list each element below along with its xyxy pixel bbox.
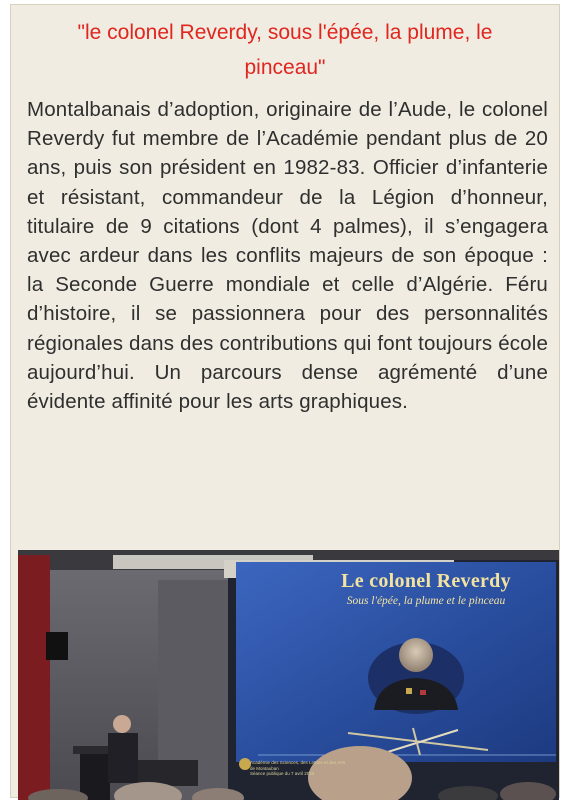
article-title <box>29 15 541 85</box>
portrait-medal <box>420 690 426 695</box>
loudspeaker <box>46 632 68 660</box>
slide-footer-line-3: Séance publique du 7 avril 2023 <box>250 771 315 776</box>
portrait-medal <box>406 688 412 694</box>
article-card <box>11 5 559 797</box>
article-paragraph: Montalbanais d’adoption, originaire de l’Aude, le colonel Reverdy fut membre de l’Académie pendant plus de 20 ans, puis son président en 1982-83. Officier d’infanterie et résistant, commandeur de la Légion d’honneur, titulaire de 9 citations (dont 4 palmes), il s’engagera avec ardeur dans les conflits majeurs de son époque : la Seconde Guerre mondiale et celle d’Algérie. Féru d’histoire, il se passionnera pour des personnalités régionales dans des contributions qui font toujours école aujourd’hui. Un parcours dense agrémenté d’une évidente affinité pour les arts graphiques. <box>27 98 548 414</box>
slide-footer <box>250 760 370 777</box>
slide-subtitle: Sous l'épée, la plume et le pinceau <box>346 595 506 607</box>
lectern <box>80 750 110 800</box>
slide-title: Le colonel Reverdy <box>341 570 511 592</box>
portrait-head <box>399 638 433 672</box>
slide-footer-line-1: Académie des Sciences, des Lettres et des Arts <box>250 760 346 765</box>
conference-photo <box>18 550 559 800</box>
article-title-line-2: pinceau" <box>244 56 326 79</box>
speaker-body <box>108 733 138 783</box>
red-curtain <box>18 555 50 800</box>
speaker-head <box>113 715 131 733</box>
slide-footer-line-2: de Montauban <box>250 765 279 771</box>
article-title-line-1: "le colonel Reverdy, sous l'épée, la plume, le <box>77 21 493 44</box>
